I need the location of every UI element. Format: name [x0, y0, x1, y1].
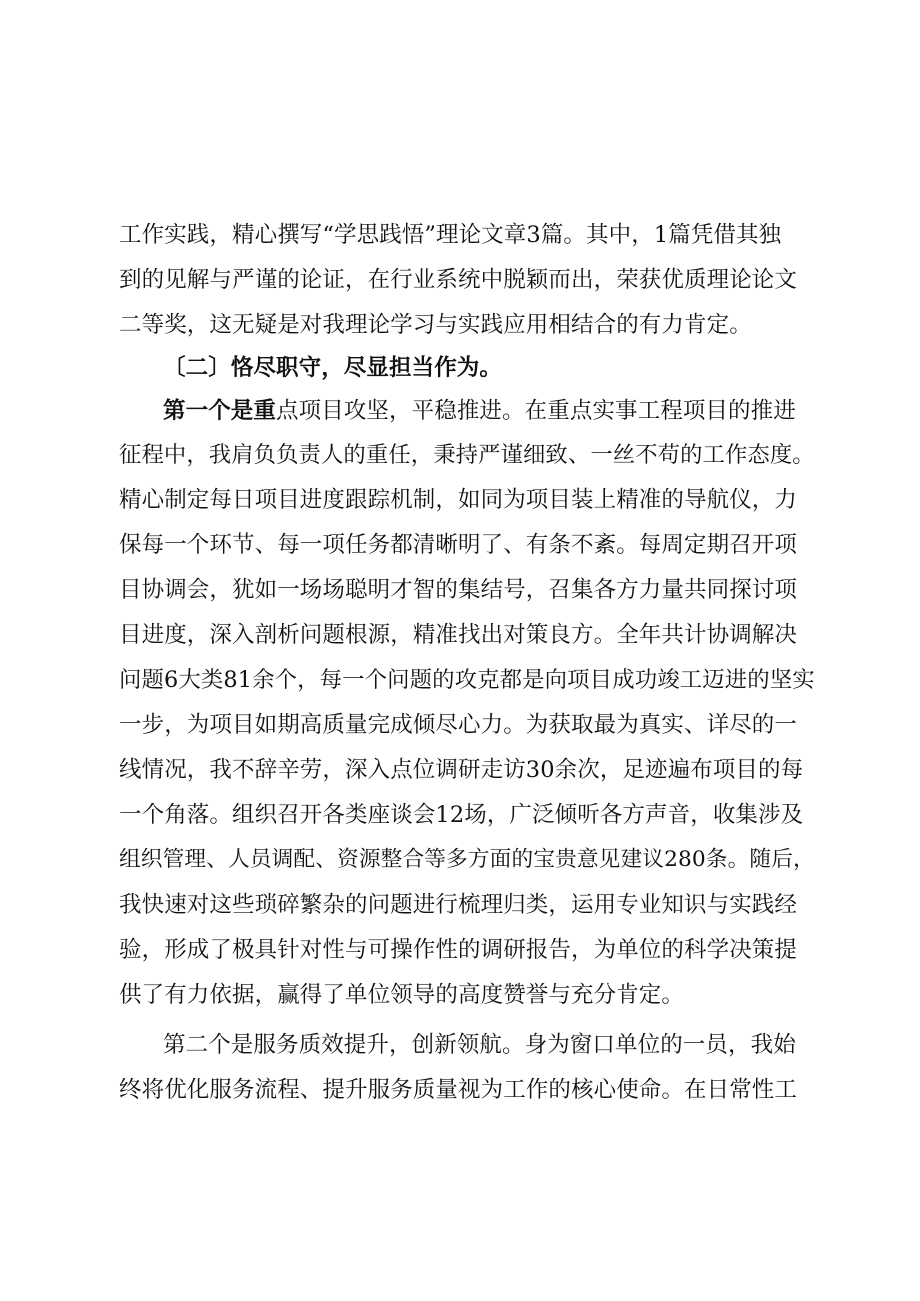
paragraph-line: 征程中，我肩负负责人的重任，秉持严谨细致、一丝不苟的工作态度。 [119, 442, 815, 468]
paragraph-line: 供了有力依据，赢得了单位领导的高度赞誉与充分肯定。 [119, 982, 685, 1008]
paragraph-line: 二等奖，这无疑是对我理论学习与实践应用相结合的有力肯定。 [119, 312, 752, 338]
paragraph-line: 目进度，深入剖析问题根源，精准找出对策良方。全年共计协调解决 [119, 622, 798, 648]
paragraph-line: 验，形成了极具针对性与可操作性的调研报告，为单位的科学决策提 [119, 937, 798, 963]
paragraph-line: 一个角落。组织召开各类座谈会12场，广泛倾听各方声音，收集涉及 [119, 802, 804, 828]
paragraph-first-line: 第二个是服务质效提升，创新领航。身为窗口单位的一员，我始 [163, 1032, 796, 1058]
lead-phrase: 第一个是重 [163, 398, 277, 424]
section-heading: 〔二〕恪尽职守，尽显担当作为。 [163, 355, 503, 381]
paragraph-line: 我快速对这些琐碎繁杂的问题进行梳理归类，运用专业知识与实践经 [119, 892, 798, 918]
paragraph-line: 一步，为项目如期高质量完成倾尽心力。为获取最为真实、详尽的一 [119, 712, 798, 738]
paragraph-line: 工作实践，精心撰写“学思践悟”理论文章3篇。其中，1篇凭借其独 [119, 222, 782, 248]
paragraph-line: 终将优化服务流程、提升服务质量视为工作的核心使命。在日常性工 [119, 1077, 798, 1103]
paragraph-line: 精心制定每日项目进度跟踪机制，如同为项目装上精准的导航仪，力 [119, 487, 798, 513]
paragraph-line: 线情况，我不辞辛劳，深入点位调研走访30余次，足迹遍布项目的每 [119, 757, 804, 783]
paragraph-line: 问题6大类81余个，每一个问题的攻克都是向项目成功竣工迈进的坚实 [119, 667, 815, 693]
paragraph-line: 到的见解与严谨的论证，在行业系统中脱颖而出，荣获优质理论论文 [119, 267, 798, 293]
paragraph-text: 点项目攻坚，平稳推进。在重点实事工程项目的推进 [276, 398, 796, 424]
paragraph-line: 目协调会，犹如一场场聪明才智的集结号，召集各方力量共同探讨项 [119, 577, 798, 603]
paragraph-line: 保每一个环节、每一项任务都清晰明了、有条不紊。每周定期召开项 [119, 532, 798, 558]
paragraph-line: 组织管理、人员调配、资源整合等多方面的宝贵意见建议280条。随后， [119, 847, 815, 872]
paragraph-first-line [0, 393, 920, 429]
